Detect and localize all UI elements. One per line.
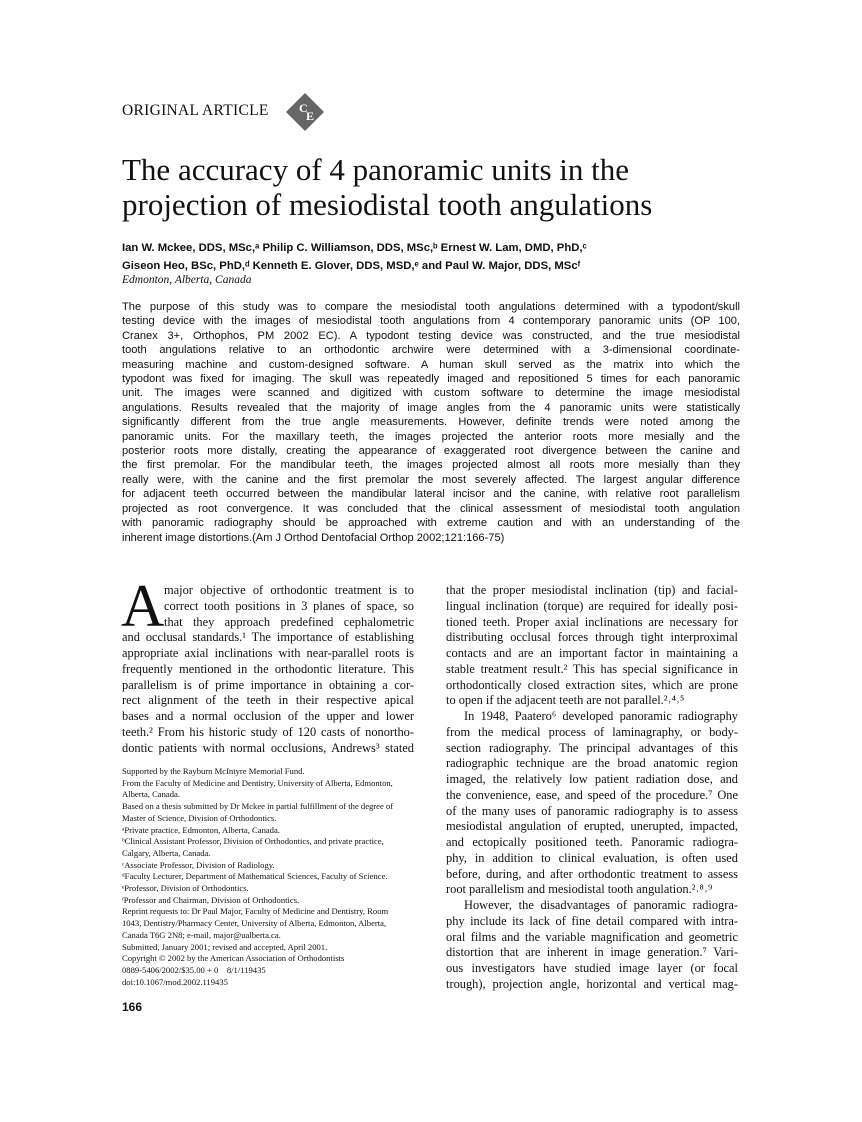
- page-number: 166: [122, 1000, 143, 1014]
- text-line: In 1948, Paatero⁶ developed panoramic radiography: [464, 709, 738, 723]
- text-line: orthodontically closed extraction sites, which are prone: [446, 677, 738, 692]
- text-line: that the proper mesiodistal inclination (tip) and facial-: [446, 583, 738, 597]
- author-location: Edmonton, Alberta, Canada: [122, 274, 252, 286]
- footnote-line: ᵃPrivate practice, Edmonton, Alberta, Canada.: [122, 824, 280, 835]
- text-line: before, during, and after orthodontic treatment to assess: [446, 866, 738, 881]
- text-line: The purpose of this study was to compare the mesiodistal tooth angulations determined with a typodont/skull: [122, 301, 740, 313]
- text-line: phy, in addition to clinical evaluation, is often used: [446, 850, 738, 865]
- text-line: significantly different from the true angle measurements. However, definite trends were noted among the: [122, 416, 740, 429]
- text-line: for adjacent teeth occurred between the mandibular lateral incisor and the canine, with relative root parallelism: [122, 488, 740, 501]
- text-line: oral films and the variable magnification and geometric: [446, 929, 738, 944]
- text-line: posterior roots more distally, creating the appearance of exaggerated root divergence between the canine and: [122, 445, 740, 458]
- text-line: contacts and are an important factor in maintaining a: [446, 646, 738, 660]
- continuing-education-badge-icon: [286, 93, 324, 131]
- text-line: to open if the adjacent teeth are not parallel.²˒⁴˒⁵: [446, 693, 685, 708]
- badge-letter-e: E: [306, 109, 315, 123]
- text-line: projected as root convergence. It was concluded that the clinical assessment of mesiodistal tooth angulation: [122, 502, 740, 515]
- text-line: and ectopically positioned teeth. Panoramic radiogra-: [446, 835, 738, 849]
- text-line: inherent image distortions.(Am J Orthod Dentofacial Orthop 2002;121:166-75): [122, 531, 505, 544]
- text-line: rect alignment of the teeth in their respective apical: [122, 693, 414, 708]
- text-line: and occlusal standards.¹ The importance of establishing: [122, 630, 414, 645]
- text-line: of the many uses of panoramic radiography is to assess: [446, 803, 738, 818]
- footnote-line: ᵇClinical Assistant Professor, Division of Orthodontics, and private practice,: [122, 836, 384, 847]
- footnote-line: ᵈFaculty Lecturer, Department of Mathematical Sciences, Faculty of Science.: [122, 871, 388, 882]
- footnote-line: Alberta, Canada.: [122, 789, 180, 800]
- text-line: appropriate axial inclinations with near-parallel roots is: [122, 646, 414, 660]
- footnote-line: Copyright © 2002 by the American Association of Orthodontists: [122, 953, 345, 964]
- footnote-line: ᵉProfessor, Division of Orthodontics.: [122, 883, 249, 894]
- footnote-line: 0889-5406/2002/$35.00 + 0 8/1/119435: [122, 964, 266, 975]
- author-line: Ian W. Mckee, DDS, MSc,ᵃ Philip C. Williamson, DDS, MSc,ᵇ Ernest W. Lam, DMD, PhD,ᶜ: [122, 242, 587, 254]
- text-line: phy include its lack of fine detail compared with intra-: [446, 913, 738, 928]
- text-line: panoramic units. For the maxillary teeth, the images projected the anterior roots more mesially and the: [122, 430, 740, 443]
- badge-letter-c: C: [299, 101, 308, 115]
- footnote-line: Reprint requests to: Dr Paul Major, Faculty of Medicine and Dentistry, Room: [122, 906, 389, 917]
- footnote-line: Submitted, January 2001; revised and accepted, April 2001.: [122, 941, 328, 952]
- text-line: parallelism is of prime importance in obtaining a cor-: [122, 677, 414, 692]
- title-line: The accuracy of 4 panoramic units in the: [122, 152, 629, 187]
- text-line: mesiodistal angulation of erupted, unerupted, impacted,: [446, 819, 738, 834]
- text-line: tioned teeth. Proper axial inclinations are necessary for: [446, 614, 738, 629]
- footnote-line: Canada T6G 2N8; e-mail, major@ualberta.ca.: [122, 929, 281, 940]
- text-line: distortion that are inherent in image generation.⁷ Vari-: [446, 945, 738, 960]
- text-line: the convenience, ease, and speed of the procedure.⁷ One: [446, 787, 738, 802]
- text-line: the first premolar. For the mandibular teeth, the images projected almost all roots more mesially than they: [122, 459, 740, 472]
- text-line: typodont was fixed for imaging. The skull was repeatedly imaged and repositioned 5 times for each panoramic: [122, 373, 740, 386]
- text-line: from the medical process of laminagraphy, or body-: [446, 724, 738, 739]
- text-line: that they approach predefined cephalometric: [164, 614, 414, 629]
- footnote-line: Based on a thesis submitted by Dr Mckee in partial fulfillment of the degree of: [122, 801, 394, 812]
- text-line: unit. The images were scanned and digitized with custom software to determine the image mesiodistal: [122, 387, 740, 400]
- footnote-line: ᶠProfessor and Chairman, Division of Orthodontics.: [122, 894, 300, 905]
- text-line: imaged, the relatively low patient radiation dose, and: [446, 772, 738, 786]
- text-line: testing device with the images of mesiodistal tooth angulations from 4 contemporary panoramic units (OP 100,: [122, 315, 740, 328]
- text-line: dontic patients with normal occlusions, Andrews³ stated: [122, 740, 414, 755]
- text-line: radiographic technique are the broad anatomic region: [446, 756, 738, 771]
- text-line: root parallelism and mesiodistal tooth angulation.²˒⁸˒⁹: [446, 882, 713, 897]
- footnote-line: Master of Science, Division of Orthodontics.: [122, 812, 277, 823]
- text-line: stable treatment result.² This has special significance in: [446, 661, 738, 676]
- text-line: Cranex 3+, Orthophos, PM 2002 EC). A typodont testing device was constructed, and the true mesiodistal: [122, 329, 740, 342]
- author-line: Giseon Heo, BSc, PhD,ᵈ Kenneth E. Glover, DDS, MSD,ᵉ and Paul W. Major, DDS, MScᶠ: [122, 260, 581, 272]
- text-line: teeth.² From his historic study of 120 casts of nonortho-: [122, 724, 414, 739]
- text-line: However, the disadvantages of panoramic radiogra-: [464, 898, 738, 912]
- body-column-left: [122, 583, 414, 756]
- text-line: major objective of orthodontic treatment is to: [164, 583, 414, 597]
- drop-cap: A: [121, 573, 165, 639]
- text-line: really were, with the canine and the first premolar the most severely affected. The largest angular difference: [122, 473, 740, 486]
- text-line: lingual inclination (torque) are required for ideally posi-: [446, 598, 738, 613]
- abstract: [122, 300, 740, 545]
- text-line: angulations. Results revealed that the majority of image angles from the 4 panoramic units were statistically: [122, 401, 740, 414]
- text-line: section radiography. The principal advantages of this: [446, 740, 738, 755]
- text-line: ous investigators have studied image layer (or focal: [446, 961, 738, 975]
- author-list: [122, 239, 587, 275]
- text-line: trough), projection angle, horizontal and vertical mag-: [446, 976, 738, 991]
- text-line: bases and a normal occlusion of the upper and lower: [122, 709, 414, 723]
- footnote-line: Calgary, Alberta, Canada.: [122, 847, 211, 858]
- text-line: with panoramic radiography should be approached with extreme caution and with an understanding of the: [122, 517, 740, 530]
- footnotes: [122, 766, 414, 988]
- text-line: measuring machine and custom-designed software. A human skull served as the matrix into which the: [122, 358, 740, 371]
- footnote-line: From the Faculty of Medicine and Dentistry, University of Alberta, Edmonton,: [122, 777, 393, 788]
- body-column-right: [446, 583, 738, 993]
- text-line: frequently mentioned in the orthodontic literature. This: [122, 661, 414, 676]
- text-line: correct tooth positions in 3 planes of space, so: [164, 598, 414, 613]
- section-label: ORIGINAL ARTICLE: [122, 102, 269, 119]
- text-line: tooth angulations relative to an orthodontic archwire were determined with a 3-dimensional coordinate-: [122, 344, 740, 357]
- text-line: distributing occlusal forces through tight interproximal: [446, 630, 738, 645]
- footnote-line: 1043, Dentistry/Pharmacy Center, University of Alberta, Edmonton, Alberta,: [122, 918, 387, 929]
- title-line: projection of mesiodistal tooth angulations: [122, 187, 653, 222]
- footnote-line: ᶜAssociate Professor, Division of Radiology.: [122, 859, 275, 870]
- article-title: [122, 152, 652, 222]
- footnote-line: Supported by the Rayburn McIntyre Memorial Fund.: [122, 766, 305, 776]
- footnote-line: doi:10.1067/mod.2002.119435: [122, 976, 228, 987]
